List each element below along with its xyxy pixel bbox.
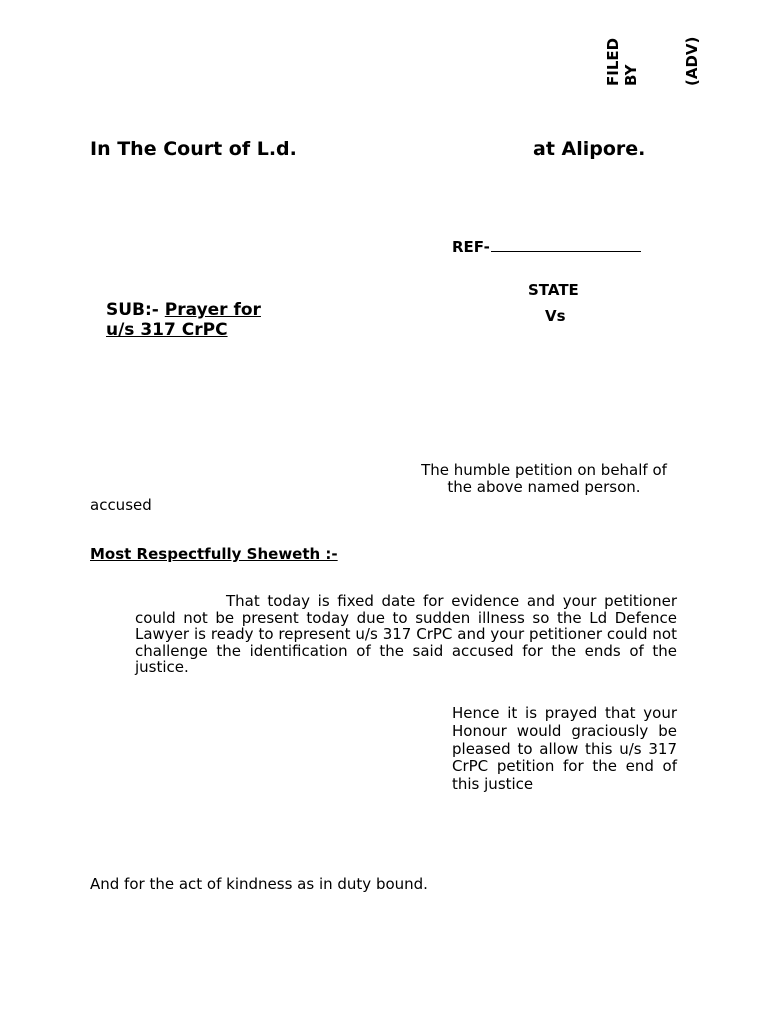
subject-text-1: Prayer for — [164, 300, 261, 320]
party-state: STATE — [528, 281, 579, 299]
salutation-heading: Most Respectfully Sheweth :- — [90, 545, 338, 563]
party-versus: Vs — [545, 307, 566, 325]
court-place: at Alipore. — [533, 138, 646, 160]
filed-by-label: FILED BY — [604, 37, 640, 86]
advocate-label: (ADV) — [683, 36, 701, 86]
prayer-paragraph: Hence it is prayed that your Honour would graciously be pleased to allow this u/s 317 CrPC petition for the end of this justice — [452, 704, 677, 794]
body-paragraph-1: That today is fixed date for evidence and your petitioner could not be present today due to sudden illness so the Ld Defence Lawyer is ready to represent u/s 317 CrPC and your petitioner could not challenge the identification of the said accused for the ends of the justice. — [135, 592, 677, 676]
accused-label: accused — [90, 496, 152, 514]
subject-prefix: SUB:- — [106, 300, 159, 320]
subject-text-2: u/s 317 CrPC — [106, 320, 228, 340]
subject-line-1 — [106, 300, 261, 320]
petition-intro: The humble petition on behalf of the above named person. — [421, 461, 667, 496]
reference-label: REF- — [452, 238, 490, 256]
closing-line: And for the act of kindness as in duty bound. — [90, 875, 428, 893]
reference-field — [452, 237, 641, 256]
reference-blank-line — [491, 237, 641, 252]
subject-block — [106, 300, 261, 340]
court-title: In The Court of L.d. — [90, 138, 297, 160]
